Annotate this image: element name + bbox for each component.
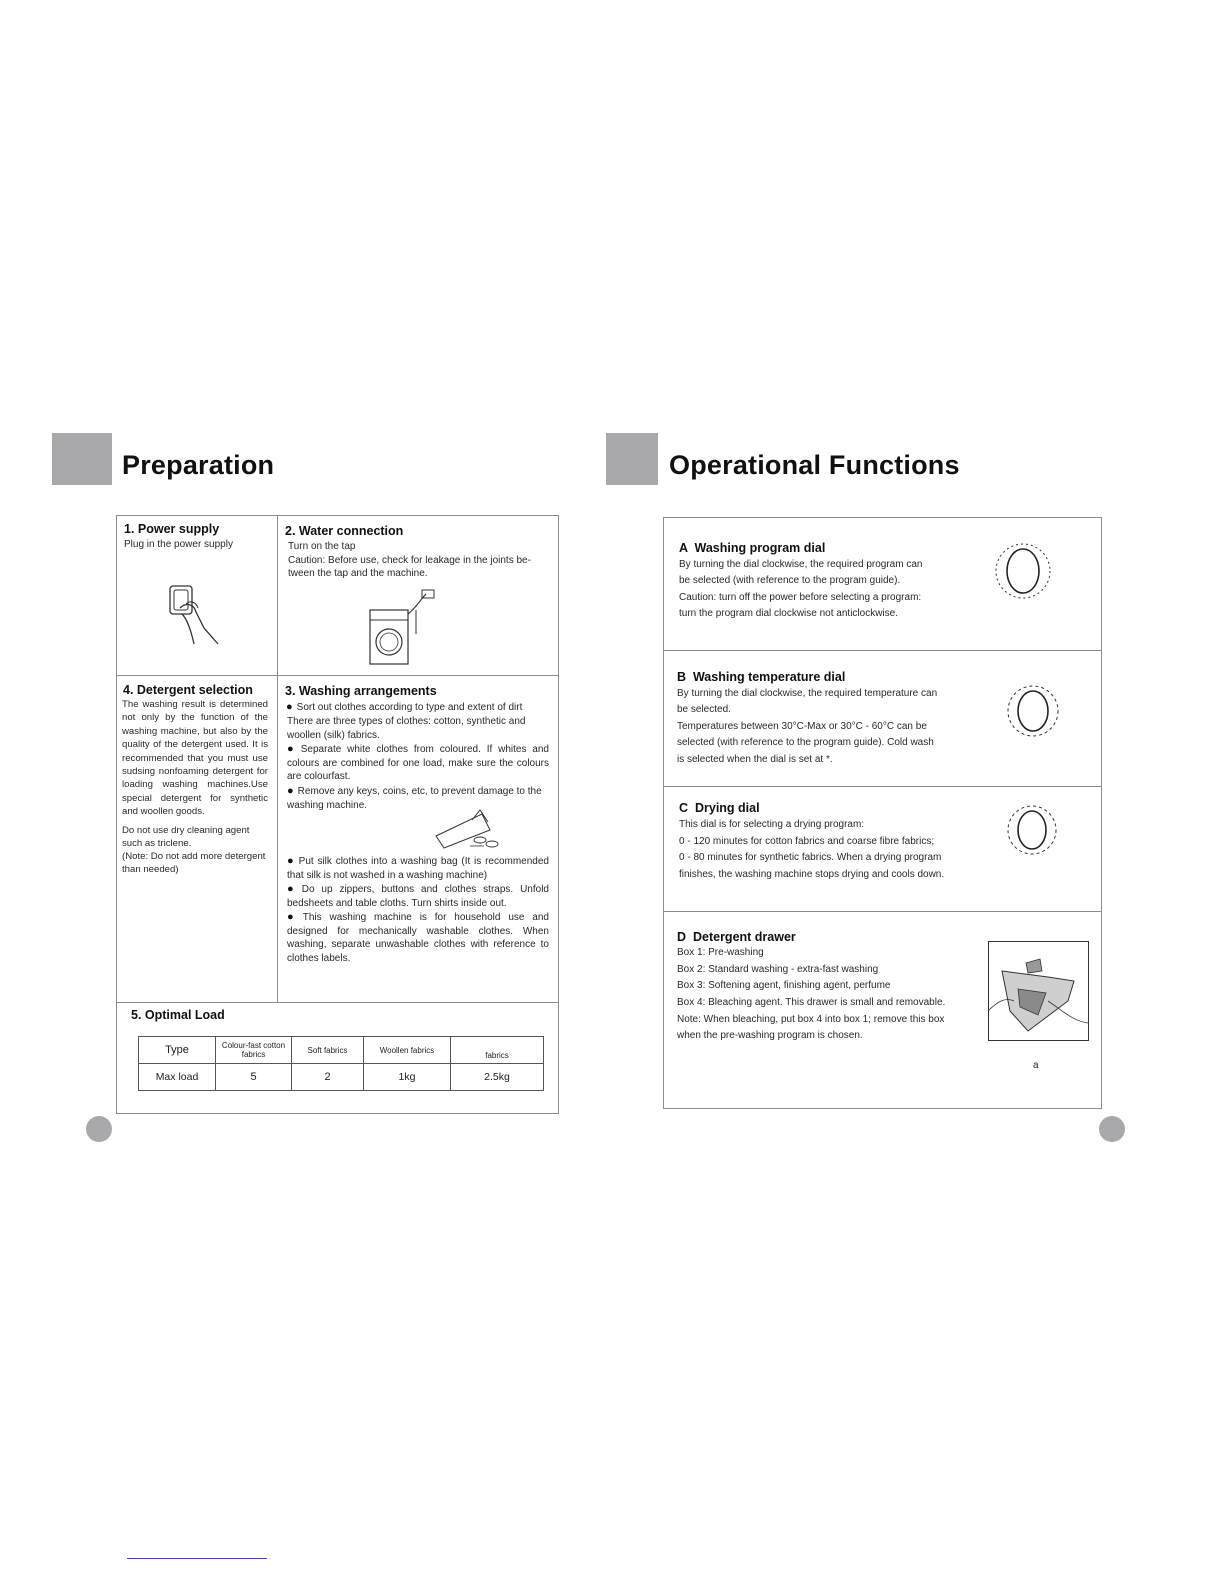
divider	[277, 515, 278, 1003]
detergent-drawer-illustration	[988, 941, 1089, 1041]
table-row	[139, 1037, 544, 1064]
drawer-box1: Box 1: Pre-washing	[677, 947, 764, 958]
dry-cleaning-note: Do not use dry cleaning agent such as triclene.	[122, 825, 250, 850]
drying-dial-line3: 0 - 80 minutes for synthetic fabrics. When a drying program	[679, 852, 942, 863]
section-marker-square	[52, 433, 112, 485]
arrangement-clothes-types: There are three types of clothes: cotton, synthetic and woollen (silk) fabrics.	[287, 716, 526, 741]
temperature-dial-heading: B Washing temperature dial	[677, 670, 846, 684]
divider	[116, 675, 559, 676]
table-cell: 2	[292, 1064, 364, 1091]
table-header-cell: Colour-fast cotton fabrics	[216, 1037, 292, 1064]
power-supply-heading: 1. Power supply	[124, 522, 220, 536]
drawer-box2: Box 2: Standard washing - extra-fast washing	[677, 964, 879, 975]
drying-dial-heading: C Drying dial	[679, 801, 760, 815]
footer-rule	[127, 1558, 267, 1559]
table-row	[139, 1064, 544, 1091]
washing-arrangements-heading: 3. Washing arrangements	[285, 684, 437, 698]
drawer-note-line1: Note: When bleaching, put box 4 into box 1; remove this box	[677, 1014, 945, 1025]
drying-dial-icon	[1006, 802, 1058, 858]
drawer-caption: a	[1033, 1060, 1039, 1071]
program-dial-line4: turn the program dial clockwise not anticlockwise.	[679, 608, 898, 619]
temperature-dial-line4: selected (with reference to the program guide). Cold wash	[677, 737, 934, 748]
optimal-load-table	[138, 1036, 544, 1091]
water-connection-line2: Caution: Before use, check for leakage in the joints be-	[288, 555, 531, 566]
drawer-note-line2: when the pre-washing program is chosen.	[677, 1030, 863, 1041]
page-title-operational-functions: Operational Functions	[669, 450, 960, 480]
arrangement-bullet-remove: ● Remove any keys, coins, etc, to prevent damage to the washing machine.	[287, 785, 551, 812]
table-cell: 1kg	[364, 1064, 451, 1091]
divider	[663, 786, 1102, 787]
temperature-dial-icon	[1006, 682, 1060, 740]
divider	[116, 1002, 559, 1003]
temperature-dial-line3: Temperatures between 30°C-Max or 30°C - 60°C can be	[677, 721, 927, 732]
page-number-circle-right	[1099, 1116, 1125, 1142]
table-cell: 5	[216, 1064, 292, 1091]
arrangement-bullet-household: ● This washing machine is for household use and designed for mechanically washable clothes. When washing, separate unwashable clothes with reference to clothes labels.	[287, 911, 549, 965]
table-header-cell: Soft fabrics	[292, 1037, 364, 1064]
temperature-dial-line1: By turning the dial clockwise, the required temperature can	[677, 688, 938, 699]
detergent-selection-heading: 4. Detergent selection	[123, 683, 253, 697]
temperature-dial-line2: be selected.	[677, 704, 731, 715]
drying-dial-line4: finishes, the washing machine stops drying and cools down.	[679, 869, 945, 880]
optimal-load-heading: 5. Optimal Load	[131, 1008, 225, 1022]
page-number-circle-left	[86, 1116, 112, 1142]
temperature-dial-line5: is selected when the dial is set at *.	[677, 754, 833, 765]
arrangement-bullet-silk: ● Put silk clothes into a washing bag (It is recommended that silk is not washed in a washing machine)	[287, 855, 549, 882]
page-title-preparation: Preparation	[122, 450, 275, 480]
table-header-cell: fabrics	[451, 1037, 544, 1064]
drawer-box4: Box 4: Bleaching agent. This drawer is small and removable.	[677, 997, 946, 1008]
detergent-drawer-heading: D Detergent drawer	[677, 930, 796, 944]
table-header-cell: Type	[139, 1037, 216, 1064]
detergent-amount-note: (Note: Do not add more detergent than needed)	[122, 851, 266, 876]
plug-illustration	[160, 578, 230, 648]
water-connection-heading: 2. Water connection	[285, 524, 404, 538]
program-dial-line2: be selected (with reference to the program guide).	[679, 575, 901, 586]
program-dial-icon	[994, 540, 1052, 602]
water-connection-line1: Turn on the tap	[288, 541, 356, 552]
program-dial-heading: A Washing program dial	[679, 541, 826, 555]
program-dial-line3: Caution: turn off the power before selecting a program:	[679, 592, 922, 603]
arrangement-bullet-zippers: ● Do up zippers, buttons and clothes straps. Unfold bedsheets and table cloths. Turn shirts inside out.	[287, 883, 549, 910]
power-supply-text: Plug in the power supply	[124, 539, 233, 550]
washing-machine-tap-illustration	[360, 588, 440, 668]
arrangement-bullet-separate: ● Separate white clothes from coloured. If whites and colours are combined for one load, make sure the colours are colourfast.	[287, 743, 549, 784]
table-header-cell: Woollen fabrics	[364, 1037, 451, 1064]
divider	[663, 911, 1102, 912]
arrangement-bullet-sort: ● Sort out clothes according to type and extent of dirt	[286, 701, 551, 715]
table-cell: 2.5kg	[451, 1064, 544, 1091]
divider	[663, 650, 1102, 651]
water-connection-line3: tween the tap and the machine.	[288, 568, 428, 579]
detergent-selection-text: The washing result is determined not only by the function of the washing machine, but also by the quality of the detergent used. It is recommended that you must use sudsing nonfoaming detergent for loading washing machines.Use special detergent for synthetic and woollen goods.	[122, 699, 268, 818]
washing-bag-illustration	[432, 806, 504, 850]
drawer-box3: Box 3: Softening agent, finishing agent, perfume	[677, 980, 891, 991]
drying-dial-line2: 0 - 120 minutes for cotton fabrics and coarse fibre fabrics;	[679, 836, 935, 847]
program-dial-line1: By turning the dial clockwise, the required program can	[679, 559, 923, 570]
table-cell: Max load	[139, 1064, 216, 1091]
section-marker-square	[606, 433, 658, 485]
drying-dial-line1: This dial is for selecting a drying program:	[679, 819, 865, 830]
